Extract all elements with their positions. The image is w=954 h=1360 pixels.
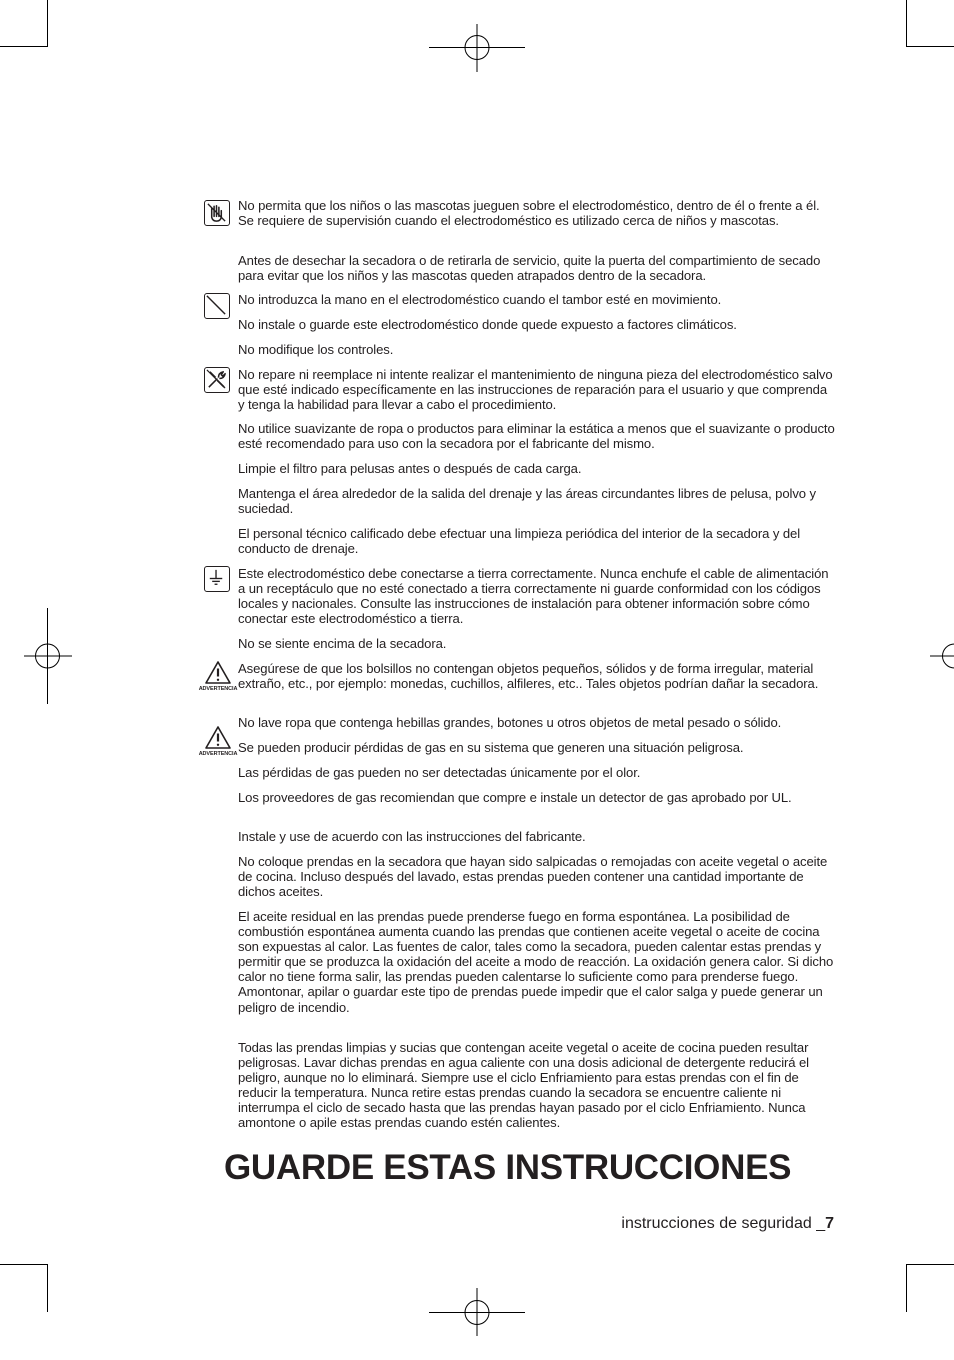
- safety-paragraph: Este electrodoméstico debe conectarse a tierra correctamente. Nunca enchufe el cable de alimentación a un receptáculo que no esté conectado a tierra correctamente ni guarde conformidad con los códigos locales y nacionales. Consulte las instrucciones de instalación para obtener información sobre cómo conectar este electrodoméstico a tierra.: [238, 566, 836, 626]
- warning-triangle-icon: [196, 725, 240, 751]
- crop-mark: [0, 46, 48, 47]
- warning-label: ADVERTENCIA: [196, 751, 240, 757]
- crop-mark: [906, 1264, 907, 1312]
- safety-paragraph: Instale y use de acuerdo con las instrucciones del fabricante.: [238, 829, 836, 844]
- crop-mark: [0, 1264, 48, 1265]
- page-title: GUARDE ESTAS INSTRUCCIONES: [224, 1148, 791, 1188]
- no-disassembly-tools-icon: [204, 367, 230, 393]
- registration-mark: [429, 0, 525, 96]
- safety-paragraph: El personal técnico calificado debe efectuar una limpieza periódica del interior de la secadora y del conducto de drenaje.: [238, 526, 836, 556]
- registration-mark: [0, 608, 96, 704]
- crop-mark: [47, 0, 48, 47]
- safety-paragraph: Se pueden producir pérdidas de gas en su sistema que generen una situación peligrosa.: [238, 740, 836, 755]
- warning-triangle-icon: [196, 660, 240, 686]
- registration-mark: [429, 1264, 525, 1360]
- prohibited-icon: [204, 293, 230, 319]
- warning-badge: [196, 660, 240, 696]
- ground-connection-icon: [204, 566, 230, 592]
- safety-paragraph: No modifique los controles.: [238, 342, 836, 357]
- safety-paragraph: No se siente encima de la secadora.: [238, 636, 836, 651]
- safety-paragraph: No instale o guarde este electrodoméstico donde quede expuesto a factores climáticos.: [238, 317, 836, 332]
- safety-paragraph: No repare ni reemplace ni intente realizar el mantenimiento de ninguna pieza del electrodoméstico salvo que esté indicado específicamente en las instrucciones de reparación para el usuario y que comprenda y tenga la habilidad para llevar a cabo el procedimiento.: [238, 367, 836, 412]
- crop-mark: [47, 1264, 48, 1312]
- safety-paragraph: Asegúrese de que los bolsillos no contengan objetos pequeños, sólidos y de forma irregular, material extraño, etc., por ejemplo: monedas, cuchillos, alfileres, etc.. Tales objetos podrían dañar la secadora.: [238, 661, 836, 691]
- safety-paragraph: Antes de desechar la secadora o de retirarla de servicio, quite la puerta del compartimiento de secado para evitar que los niños y las mascotas queden atrapados dentro de la secadora.: [238, 253, 836, 283]
- warning-badge: [196, 725, 240, 761]
- crop-mark: [906, 0, 907, 47]
- footer-section: instrucciones de seguridad _: [621, 1215, 825, 1232]
- crop-mark: [906, 1264, 954, 1265]
- page-number: 7: [825, 1215, 834, 1232]
- safety-paragraph: No coloque prendas en la secadora que hayan sido salpicadas o remojadas con aceite vegetal o aceite de cocina. Incluso después del lavado, estas prendas pueden contener una cantidad importante de dichos aceites.: [238, 854, 836, 899]
- safety-paragraph: Las pérdidas de gas pueden no ser detectadas únicamente por el olor.: [238, 765, 836, 780]
- safety-paragraph: Todas las prendas limpias y sucias que contengan aceite vegetal o aceite de cocina pueden resultar peligrosas. Lavar dichas prendas en agua caliente con una dosis adicional de detergente reducirá el peligro, aunque no lo eliminará. Siempre use el ciclo Enfriamiento para estas prendas con el fin de reducir la temperatura. Nunca retire estas prendas cuando la secadora se encuentre caliente ni interrumpa el ciclo de secado hasta que las prendas hayan pasado por el ciclo Enfriamiento. Nunca amontone o apile estas prendas cuando estén calientes.: [238, 1040, 836, 1131]
- no-touch-hand-icon: [204, 200, 230, 226]
- safety-paragraph: No introduzca la mano en el electrodoméstico cuando el tambor esté en movimiento.: [238, 292, 836, 307]
- safety-paragraph: No utilice suavizante de ropa o productos para eliminar la estática a menos que el suavizante o producto esté recomendado para uso con la secadora por el fabricante del mismo.: [238, 421, 836, 451]
- registration-mark: [906, 608, 954, 704]
- safety-paragraph: No lave ropa que contenga hebillas grandes, botones u otros objetos de metal pesado o sólido.: [238, 715, 836, 730]
- safety-paragraph: El aceite residual en las prendas puede prenderse fuego en forma espontánea. La posibilidad de combustión espontánea aumenta cuando las prendas que contienen aceite vegetal o aceite de cocina son expuestas al calor. Las fuentes de calor, tales como la secadora, pueden calentar estas prendas y permitir que se produzca la oxidación del aceite a modo de reacción. La oxidación genera calor. Si dicho calor no tiene forma salir, las prendas pueden calentarse lo suficiente como para prenderse fuego. Amontonar, apilar o guardar este tipo de prendas puede impedir que el calor salga y puede generar un peligro de incendio.: [238, 909, 836, 1015]
- safety-paragraph: No permita que los niños o las mascotas jueguen sobre el electrodoméstico, dentro de él o frente a él. Se requiere de supervisión cuando el electrodoméstico es utilizado cerca de niños y mascotas.: [238, 198, 836, 228]
- page-footer: [621, 1215, 834, 1233]
- crop-mark: [906, 46, 954, 47]
- safety-paragraph: Mantenga el área alrededor de la salida del drenaje y las áreas circundantes libres de pelusa, polvo y suciedad.: [238, 486, 836, 516]
- safety-paragraph: Limpie el filtro para pelusas antes o después de cada carga.: [238, 461, 836, 476]
- safety-paragraph: Los proveedores de gas recomiendan que compre e instale un detector de gas aprobado por UL.: [238, 790, 836, 805]
- warning-label: ADVERTENCIA: [196, 686, 240, 692]
